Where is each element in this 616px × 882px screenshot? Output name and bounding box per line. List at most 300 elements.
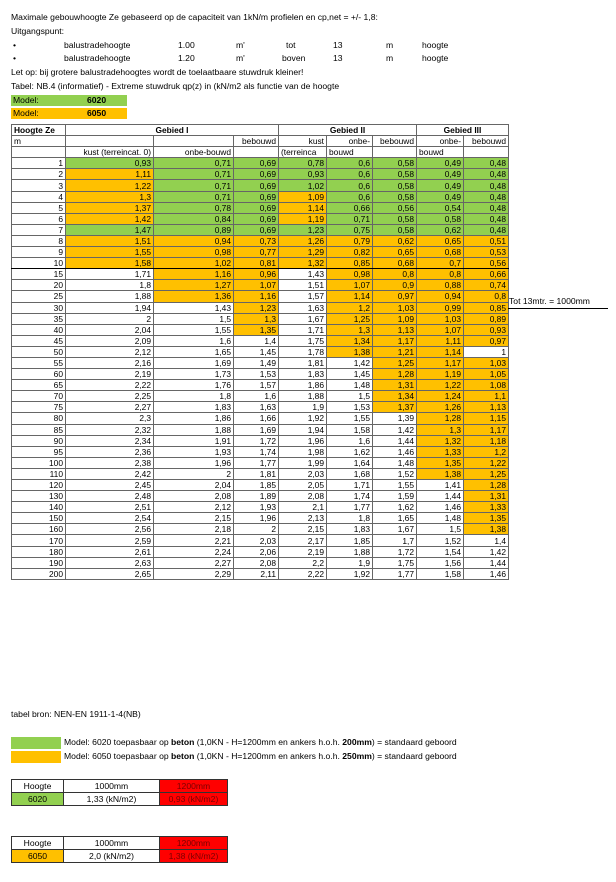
value-cell: 2,59 (66, 535, 154, 546)
legend-text-6050 (64, 751, 457, 762)
table-row (12, 480, 509, 491)
source-note: tabel bron: NEN-EN 1911-1-4(NB) (11, 709, 141, 719)
value-cell: 0,66 (327, 202, 373, 213)
table-row (12, 224, 509, 235)
value-cell: 0,88 (417, 280, 464, 291)
value-cell: 1,67 (279, 313, 327, 324)
summary-model-cell: 6020 (12, 793, 64, 806)
header-cell: onbe- (417, 136, 464, 147)
value-cell: 1,69 (234, 424, 279, 435)
value-cell: 0,48 (464, 191, 509, 202)
value-cell: 1,43 (154, 302, 234, 313)
value-cell: 1,29 (279, 247, 327, 258)
value-cell: 2,22 (66, 380, 154, 391)
value-cell: 1,54 (417, 546, 464, 557)
value-cell: 2,32 (66, 424, 154, 435)
value-cell: 1,22 (464, 457, 509, 468)
summary-model-cell: 6050 (12, 850, 64, 863)
value-cell: 2,18 (154, 524, 234, 535)
model-label: Model: (13, 108, 39, 118)
header-cell: (terreinca (279, 147, 327, 158)
legend-bold: beton (171, 751, 195, 761)
bullet-mark: • (13, 40, 17, 50)
value-cell: 1,3 (327, 324, 373, 335)
value-cell: 1,3 (417, 424, 464, 435)
legend-suffix: ) = standaard geboord (371, 737, 457, 747)
value-cell: 1,11 (417, 335, 464, 346)
value-cell: 2,09 (66, 335, 154, 346)
value-cell: 1,52 (417, 535, 464, 546)
table-row (12, 524, 509, 535)
height-cell: 7 (12, 224, 66, 235)
value-cell: 0,54 (417, 202, 464, 213)
value-cell: 0,69 (234, 158, 279, 169)
value-cell: 1,62 (373, 502, 417, 513)
summary-value-cell: 2,0 (kN/m2) (64, 850, 160, 863)
header-blank (464, 147, 509, 158)
value-cell: 1,26 (279, 235, 327, 246)
value-cell: 0,6 (327, 158, 373, 169)
value-cell: 1,3 (66, 191, 154, 202)
value-cell: 1,62 (327, 446, 373, 457)
value-cell: 0,97 (464, 335, 509, 346)
table-row (12, 357, 509, 368)
value-cell: 1,16 (154, 269, 234, 280)
value-cell: 2,15 (154, 513, 234, 524)
bullet-mark: • (13, 53, 17, 63)
value-cell: 1,56 (417, 557, 464, 568)
value-cell: 2,36 (66, 446, 154, 457)
height-cell: 160 (12, 524, 66, 535)
value-cell: 1,38 (417, 468, 464, 479)
value-cell: 1,91 (154, 435, 234, 446)
value-cell: 0,81 (234, 258, 279, 269)
value-cell: 2,3 (66, 413, 154, 424)
table-row (12, 513, 509, 524)
value-cell: 0,71 (327, 213, 373, 224)
model-value: 6050 (87, 108, 107, 118)
bullet-tail: hoogte (422, 53, 449, 63)
value-cell: 1,75 (373, 557, 417, 568)
value-cell: 2,2 (279, 557, 327, 568)
value-cell: 1,42 (373, 424, 417, 435)
value-cell: 0,66 (464, 269, 509, 280)
value-cell: 0,99 (417, 302, 464, 313)
height-cell: 20 (12, 280, 66, 291)
value-cell: 0,69 (234, 169, 279, 180)
value-cell: 0,49 (417, 158, 464, 169)
value-cell: 0,94 (417, 291, 464, 302)
value-cell: 0,69 (234, 213, 279, 224)
value-cell: 0,71 (154, 169, 234, 180)
bullet-value: 1.00 (178, 40, 195, 50)
value-cell: 1,64 (327, 457, 373, 468)
value-cell: 1,75 (279, 335, 327, 346)
value-cell: 2,38 (66, 457, 154, 468)
summary-table-6020 (11, 779, 228, 806)
table-row (12, 491, 509, 502)
bullet-row-2 (0, 53, 616, 65)
summary-value-cell: 0,93 (kN/m2) (160, 793, 228, 806)
value-cell: 1,58 (417, 568, 464, 579)
value-cell: 0,71 (154, 158, 234, 169)
height-cell: 140 (12, 502, 66, 513)
bullet-num: 13 (333, 40, 343, 50)
value-cell: 1,15 (464, 413, 509, 424)
table-row (12, 535, 509, 546)
value-cell: 2,03 (234, 535, 279, 546)
value-cell: 1,46 (417, 502, 464, 513)
value-cell: 2,06 (234, 546, 279, 557)
value-cell: 0,84 (154, 213, 234, 224)
legend-prefix: Model: 6020 toepasbaar op (64, 737, 172, 747)
value-cell: 0,53 (464, 247, 509, 258)
value-cell: 0,73 (234, 235, 279, 246)
value-cell: 1,48 (417, 513, 464, 524)
summary-row (12, 850, 228, 863)
header-cell: bebouwd (464, 136, 509, 147)
value-cell: 2,19 (279, 546, 327, 557)
header-gebied-2: Gebied II (279, 125, 417, 136)
value-cell: 1,94 (279, 424, 327, 435)
value-cell: 2,42 (66, 468, 154, 479)
value-cell: 1,19 (417, 369, 464, 380)
header-blank (373, 147, 417, 158)
height-cell: 110 (12, 468, 66, 479)
bullet-rel: tot (286, 40, 296, 50)
value-cell: 2,08 (234, 557, 279, 568)
summary-head-cell: 1000mm (64, 780, 160, 793)
value-cell: 1,96 (234, 513, 279, 524)
value-cell: 1,88 (279, 391, 327, 402)
value-cell: 1,71 (279, 324, 327, 335)
value-cell: 1,7 (373, 535, 417, 546)
value-cell: 2,61 (66, 546, 154, 557)
value-cell: 1,83 (154, 402, 234, 413)
value-cell: 0,62 (373, 235, 417, 246)
bullet-unit: m' (236, 53, 245, 63)
height-cell: 190 (12, 557, 66, 568)
value-cell: 2,04 (66, 324, 154, 335)
value-cell: 1,47 (66, 224, 154, 235)
table-row (12, 202, 509, 213)
value-cell: 1,31 (373, 380, 417, 391)
value-cell: 2,22 (279, 568, 327, 579)
value-cell: 1,69 (154, 357, 234, 368)
value-cell: 1,59 (373, 491, 417, 502)
value-cell: 1,73 (154, 369, 234, 380)
value-cell: 0,49 (417, 191, 464, 202)
value-cell: 0,74 (464, 280, 509, 291)
value-cell: 2,27 (66, 402, 154, 413)
value-cell: 1,09 (373, 313, 417, 324)
value-cell: 1,26 (417, 402, 464, 413)
value-cell: 1,8 (154, 391, 234, 402)
value-cell: 0,8 (464, 291, 509, 302)
value-cell: 2,24 (154, 546, 234, 557)
value-cell: 1,23 (279, 224, 327, 235)
table-row (12, 468, 509, 479)
value-cell: 2,08 (279, 491, 327, 502)
table-row (12, 313, 509, 324)
value-cell: 1,4 (234, 335, 279, 346)
value-cell: 1,9 (279, 402, 327, 413)
value-cell: 1,05 (464, 369, 509, 380)
value-cell: 2,12 (66, 346, 154, 357)
table-row (12, 291, 509, 302)
value-cell: 1,53 (327, 402, 373, 413)
value-cell: 1,74 (327, 491, 373, 502)
value-cell: 2,63 (66, 557, 154, 568)
value-cell: 1,55 (66, 247, 154, 258)
value-cell: 1,48 (373, 457, 417, 468)
height-cell: 80 (12, 413, 66, 424)
value-cell: 0,6 (327, 169, 373, 180)
stuwdruk-table (11, 124, 509, 580)
value-cell: 0,79 (327, 235, 373, 246)
legend-mid: (1,0KN - H=1200mm en ankers h.o.h. (194, 737, 343, 747)
table-row (12, 557, 509, 568)
value-cell: 1,93 (234, 502, 279, 513)
value-cell: 0,65 (417, 235, 464, 246)
height-cell: 60 (12, 369, 66, 380)
value-cell: 0,69 (234, 202, 279, 213)
value-cell: 1,77 (373, 568, 417, 579)
height-cell: 180 (12, 546, 66, 557)
summary-table-6050 (11, 836, 228, 863)
bullet-num: 13 (333, 53, 343, 63)
value-cell: 1,55 (154, 324, 234, 335)
value-cell: 2,04 (154, 480, 234, 491)
table-row (12, 247, 509, 258)
height-cell: 8 (12, 235, 66, 246)
header-hoogte: Hoogte Ze (12, 125, 66, 136)
value-cell: 0,58 (373, 158, 417, 169)
value-cell: 1 (464, 346, 509, 357)
table-row (12, 391, 509, 402)
value-cell: 0,93 (464, 324, 509, 335)
summary-head-cell: Hoogte (12, 837, 64, 850)
model-6020-box (11, 95, 127, 106)
value-cell: 1,88 (154, 424, 234, 435)
warning-text: Let op: bij grotere balustradehoogtes wordt de toelaatbaare stuwdruk kleiner! (11, 67, 304, 77)
height-cell: 5 (12, 202, 66, 213)
value-cell: 1,92 (327, 568, 373, 579)
bullet-unit2: m (386, 40, 394, 50)
header-row-3 (12, 147, 509, 158)
header-cell: bebouwd (234, 136, 279, 147)
height-cell: 100 (12, 457, 66, 468)
table-row (12, 191, 509, 202)
model-value: 6020 (87, 95, 107, 105)
value-cell: 1,68 (327, 468, 373, 479)
value-cell: 1,1 (464, 391, 509, 402)
value-cell: 1,21 (373, 346, 417, 357)
value-cell: 1,57 (279, 291, 327, 302)
summary-head-cell: Hoogte (12, 780, 64, 793)
value-cell: 1,28 (373, 369, 417, 380)
value-cell: 1,51 (279, 280, 327, 291)
value-cell: 0,89 (464, 313, 509, 324)
value-cell: 1,96 (279, 435, 327, 446)
value-cell: 0,48 (464, 202, 509, 213)
value-cell: 1,2 (464, 446, 509, 457)
value-cell: 1,71 (66, 269, 154, 280)
height-cell: 2 (12, 169, 66, 180)
value-cell: 2 (234, 524, 279, 535)
value-cell: 2,48 (66, 491, 154, 502)
value-cell: 1,85 (327, 535, 373, 546)
height-cell: 3 (12, 180, 66, 191)
value-cell: 1,94 (66, 302, 154, 313)
summary-head (12, 837, 228, 850)
value-cell: 1,5 (154, 313, 234, 324)
value-cell: 1,83 (279, 369, 327, 380)
height-cell: 65 (12, 380, 66, 391)
value-cell: 1,07 (417, 324, 464, 335)
bullet-row-1 (0, 40, 616, 52)
value-cell: 1,35 (464, 513, 509, 524)
value-cell: 1,5 (327, 391, 373, 402)
header-blank (12, 147, 66, 158)
value-cell: 1,57 (234, 380, 279, 391)
value-cell: 1,38 (327, 346, 373, 357)
value-cell: 2 (66, 313, 154, 324)
value-cell: 1,18 (464, 435, 509, 446)
value-cell: 2,56 (66, 524, 154, 535)
summary-head (12, 780, 228, 793)
value-cell: 0,89 (154, 224, 234, 235)
summary-head-cell: 1200mm (160, 780, 228, 793)
height-cell: 40 (12, 324, 66, 335)
value-cell: 0,6 (327, 191, 373, 202)
height-cell: 35 (12, 313, 66, 324)
header-cell: kust (279, 136, 327, 147)
value-cell: 1,14 (279, 202, 327, 213)
value-cell: 2,1 (279, 502, 327, 513)
value-cell: 1,14 (417, 346, 464, 357)
value-cell: 0,48 (464, 169, 509, 180)
value-cell: 0,69 (234, 180, 279, 191)
value-cell: 1,17 (373, 335, 417, 346)
value-cell: 1,92 (279, 413, 327, 424)
value-cell: 0,48 (464, 158, 509, 169)
value-cell: 1,58 (66, 258, 154, 269)
height-cell: 120 (12, 480, 66, 491)
value-cell: 1,63 (234, 402, 279, 413)
value-cell: 0,77 (234, 247, 279, 258)
value-cell: 0,58 (373, 169, 417, 180)
table-row (12, 158, 509, 169)
header-row-1 (12, 125, 509, 136)
value-cell: 0,85 (464, 302, 509, 313)
height-cell: 95 (12, 446, 66, 457)
value-cell: 2,05 (279, 480, 327, 491)
value-cell: 1,19 (279, 213, 327, 224)
model-6050-box (11, 108, 127, 119)
value-cell: 1,55 (327, 413, 373, 424)
value-cell: 2,11 (234, 568, 279, 579)
value-cell: 1,46 (373, 446, 417, 457)
value-cell: 2,12 (154, 502, 234, 513)
value-cell: 1,32 (417, 435, 464, 446)
height-cell: 4 (12, 191, 66, 202)
value-cell: 1,98 (279, 446, 327, 457)
value-cell: 0,71 (154, 180, 234, 191)
header-gebied-3: Gebied III (417, 125, 509, 136)
value-cell: 1,33 (417, 446, 464, 457)
intro-line-2: Uitgangspunt: (11, 26, 65, 36)
value-cell: 1,46 (464, 568, 509, 579)
table-row (12, 213, 509, 224)
legend-text-6020 (64, 737, 457, 748)
table-caption: Tabel: NB.4 (informatief) - Extreme stuwdruk qp(z) in (kN/m2 als functie van de hoogte (11, 81, 340, 91)
value-cell: 2,51 (66, 502, 154, 513)
value-cell: 1,03 (417, 313, 464, 324)
table-row (12, 235, 509, 246)
table-row (12, 180, 509, 191)
value-cell: 0,68 (373, 258, 417, 269)
height-cell: 30 (12, 302, 66, 313)
header-cell: bouwd (417, 147, 464, 158)
value-cell: 1,49 (234, 357, 279, 368)
value-cell: 1,78 (279, 346, 327, 357)
value-cell: 1,02 (154, 258, 234, 269)
value-cell: 1,88 (66, 291, 154, 302)
value-cell: 0,56 (373, 202, 417, 213)
value-cell: 1,81 (234, 468, 279, 479)
bullet-label: balustradehoogte (64, 53, 131, 63)
value-cell: 1,77 (234, 457, 279, 468)
legend-swatch-green (11, 737, 61, 749)
value-cell: 1,45 (327, 369, 373, 380)
value-cell: 1,4 (464, 535, 509, 546)
legend-prefix: Model: 6050 toepasbaar op (64, 751, 172, 761)
value-cell: 0,58 (417, 213, 464, 224)
value-cell: 0,71 (154, 191, 234, 202)
value-cell: 2,27 (154, 557, 234, 568)
value-cell: 1,42 (66, 213, 154, 224)
height-cell: 200 (12, 568, 66, 579)
value-cell: 1,41 (417, 480, 464, 491)
height-cell: 45 (12, 335, 66, 346)
value-cell: 1,23 (234, 302, 279, 313)
value-cell: 1,96 (154, 457, 234, 468)
table-row (12, 169, 509, 180)
value-cell: 0,93 (66, 158, 154, 169)
value-cell: 1,6 (327, 435, 373, 446)
table-row (12, 402, 509, 413)
bullet-value: 1.20 (178, 53, 195, 63)
value-cell: 0,75 (327, 224, 373, 235)
value-cell: 0,85 (327, 258, 373, 269)
intro-line-1: Maximale gebouwhoogte Ze gebaseerd op de capaciteit van 1kN/m profielen en cp,net = +/- 1,8: (11, 12, 378, 22)
value-cell: 0,97 (373, 291, 417, 302)
value-cell: 2,54 (66, 513, 154, 524)
value-cell: 1,65 (373, 513, 417, 524)
summary-value-cell: 1,33 (kN/m2) (64, 793, 160, 806)
value-cell: 1,85 (234, 480, 279, 491)
value-cell: 1,02 (279, 180, 327, 191)
bullet-tail: hoogte (422, 40, 449, 50)
value-cell: 1,03 (373, 302, 417, 313)
legend-bold: beton (171, 737, 195, 747)
value-cell: 1,28 (464, 480, 509, 491)
value-cell: 1,27 (154, 280, 234, 291)
table-row (12, 280, 509, 291)
value-cell: 2,19 (66, 369, 154, 380)
value-cell: 2,29 (154, 568, 234, 579)
